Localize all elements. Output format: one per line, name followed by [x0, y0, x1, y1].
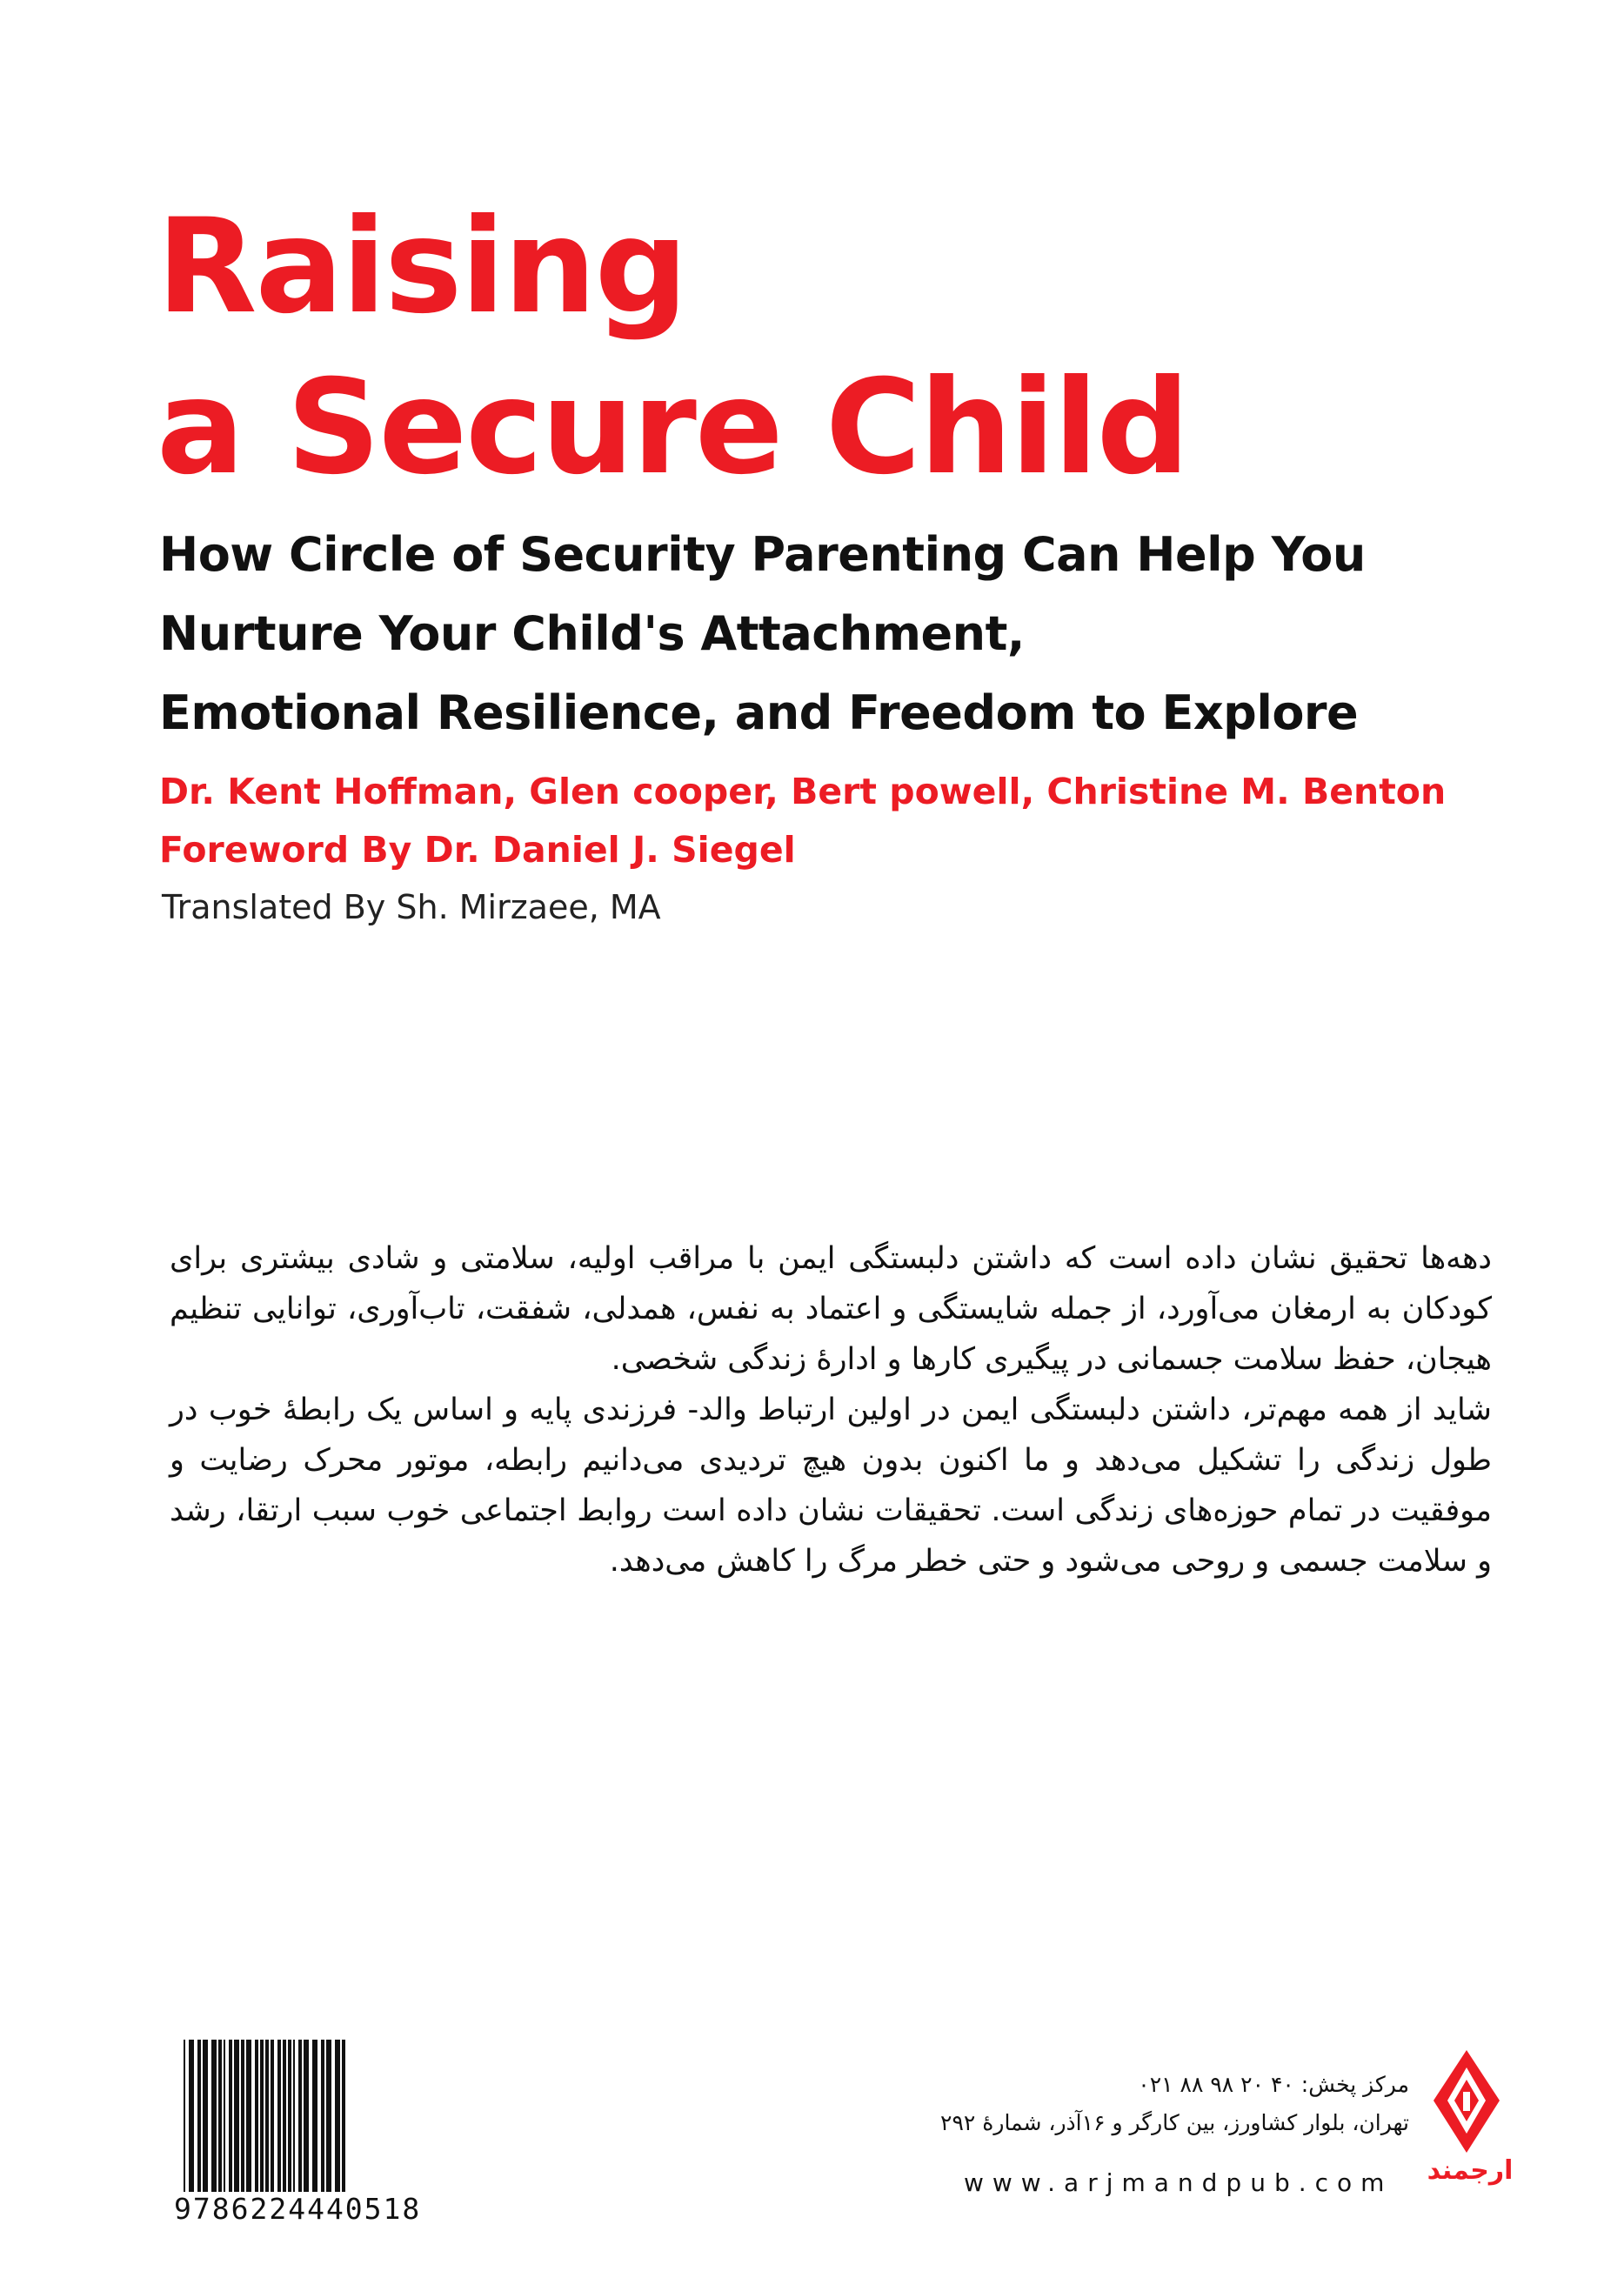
barcode-bar — [293, 2040, 295, 2192]
barcode-bar — [211, 2040, 217, 2192]
barcode-bar — [271, 2040, 274, 2192]
barcode-bar — [255, 2040, 258, 2192]
barcode-bars — [178, 2040, 448, 2196]
barcode-bar — [229, 2040, 232, 2192]
isbn-number: 9786224440518 — [174, 2192, 422, 2226]
barcode-bar — [246, 2040, 251, 2192]
publisher-website: www.arjmandpub.com — [964, 2168, 1393, 2197]
barcode-bar — [283, 2040, 286, 2192]
credits — [159, 763, 1551, 879]
barcode-bar — [312, 2040, 317, 2192]
subtitle-line-2: Nurture Your Child's Attachment, — [159, 606, 1025, 661]
barcode-bar — [184, 2040, 185, 2192]
publisher-logo-icon — [1432, 2048, 1501, 2157]
title-line-1: Raising — [157, 191, 686, 343]
blurb-paragraph-1: دهه‌ها تحقیق نشان داده است که داشتن دلبستگی ایمن با مراقب اولیه، سلامتی و شادی بیشتری برای کودکان به ارمغان می‌آورد، از جمله شایستگی و اعتماد به نفس، همدلی، شفقت، تاب‌آوری، توانایی تنظیم هیجان، حفظ سلامت جسمانی در پیگیری کارها و ادارهٔ زندگی شخصی. — [170, 1241, 1492, 1377]
publisher-contact — [939, 2066, 1409, 2142]
isbn-barcode — [178, 2040, 448, 2201]
title-line-2: a Secure Child — [157, 352, 1188, 504]
distribution-phone: مرکز پخش: ۴۰ ۲۰ ۹۸ ۸۸ ۰۲۱ — [1138, 2072, 1409, 2097]
book-subtitle — [159, 515, 1551, 752]
barcode-bar — [218, 2040, 222, 2192]
book-title — [157, 187, 1461, 509]
barcode-bar — [234, 2040, 239, 2192]
barcode-bar — [277, 2040, 281, 2192]
barcode-bar — [288, 2040, 291, 2192]
barcode-bar — [197, 2040, 201, 2192]
barcode-bar — [326, 2040, 331, 2192]
barcode-bar — [260, 2040, 264, 2192]
subtitle-line-1: How Circle of Security Parenting Can Help You — [159, 527, 1366, 582]
barcode-bar — [189, 2040, 194, 2192]
authors-line: Dr. Kent Hoffman, Glen cooper, Bert powell, Christine M. Benton — [159, 771, 1447, 812]
subtitle-line-3: Emotional Resilience, and Freedom to Explore — [159, 685, 1359, 740]
translator-line: Translated By Sh. Mirzaee, MA — [162, 888, 661, 926]
publisher-name: ارجمند — [1427, 2155, 1514, 2186]
blurb-paragraph-2: شاید از همه مهم‌تر، داشتن دلبستگی ایمن در اولین ارتباط والد- فرزندی پایه و اساس یک رابطهٔ خوب در طول زندگی را تشکیل می‌دهد و ما اکنون بدون هیچ تردیدی می‌دانیم رابطه، موتور محرک رضایت و موفقیت در تمام حوزه‌های زندگی است. تحقیقات نشان داده است روابط اجتماعی خوب سبب ارتقا، رشد و سلامت جسمی و روحی می‌شود و حتی خطر مرگ را کاهش می‌دهد. — [170, 1393, 1492, 1579]
back-cover-blurb — [170, 1233, 1492, 1586]
barcode-bar — [265, 2040, 269, 2192]
barcode-bar — [321, 2040, 324, 2192]
barcode-bar — [335, 2040, 340, 2192]
barcode-bar — [224, 2040, 225, 2192]
barcode-bar — [203, 2040, 208, 2192]
barcode-bar — [241, 2040, 244, 2192]
publisher-address: تهران، بلوار کشاورز، بین کارگر و ۱۶آذر، شمارهٔ ۲۹۲ — [940, 2110, 1409, 2135]
barcode-bar — [342, 2040, 345, 2192]
foreword-line: Foreword By Dr. Daniel J. Siegel — [159, 829, 796, 871]
barcode-bar — [298, 2040, 302, 2192]
barcode-bar — [304, 2040, 309, 2192]
